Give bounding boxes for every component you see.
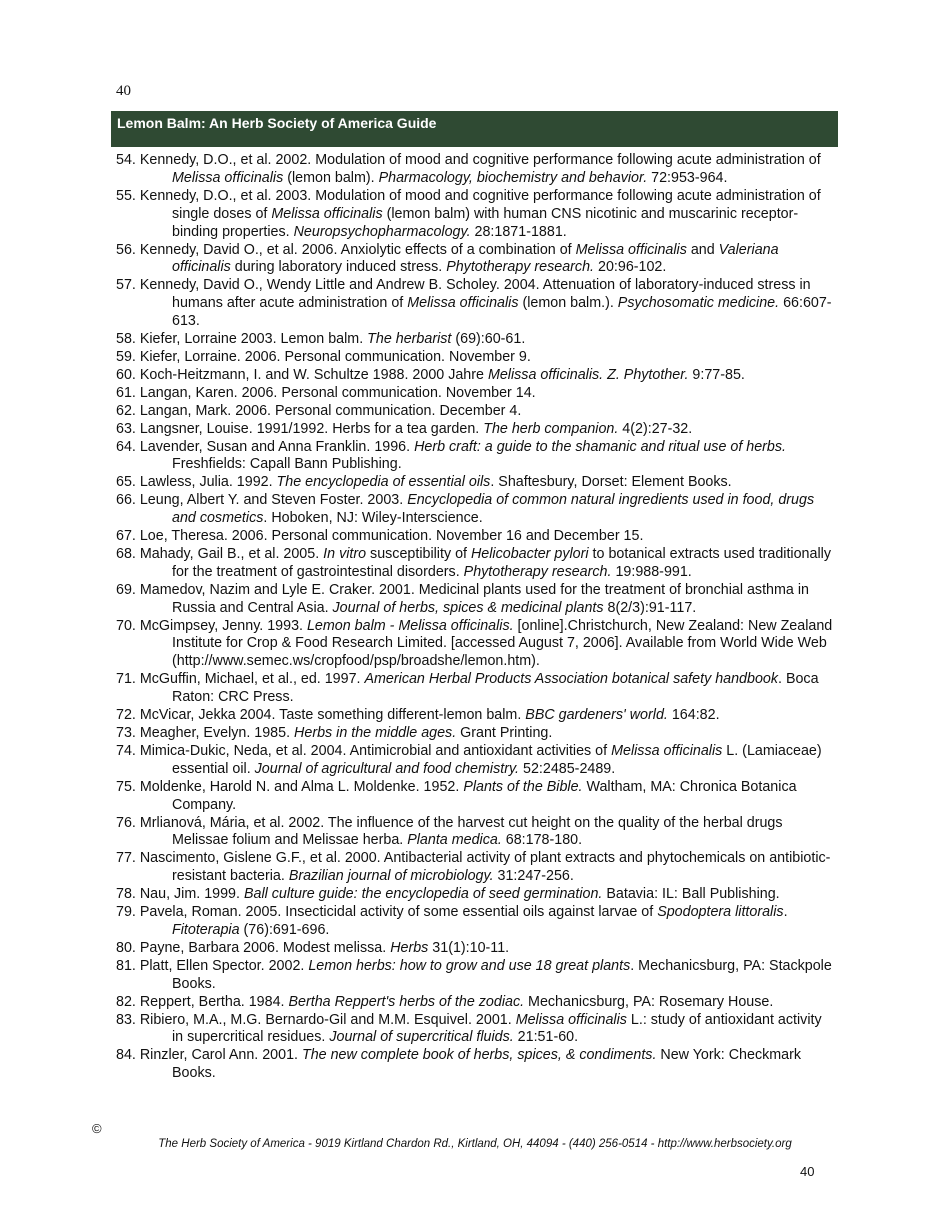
reference-italic-text: In vitro [323, 545, 367, 562]
reference-text: 62. Langan, Mark. 2006. Personal communication. December 4. [116, 402, 522, 419]
reference-italic-text: Journal of herbs, spices & medicinal plants [332, 599, 604, 616]
header-bar [111, 111, 838, 147]
reference-text: . Boca Raton: CRC Press. [172, 671, 819, 706]
reference-text: 83. Ribiero, M.A., M.G. Bernardo-Gil and M.M. Esquivel. 2001. [116, 1011, 516, 1028]
reference-text: 58. Kiefer, Lorraine 2003. Lemon balm. [116, 331, 368, 348]
bottom-page-number: 40 [800, 1164, 815, 1179]
reference-text: 79. Pavela, Roman. 2005. Insecticidal activity of some essential oils against larvae of [116, 904, 658, 921]
reference-text: [online].Christchurch, New Zealand: New Zealand Institute for Crop & Food Research Limited. [accessed August 7, 2006]. Available from World Wide Web (http://www.semec.ws/cropfood/psp/broadshe/lemon.htm). [172, 617, 833, 670]
reference-text: 52:2485-2489. [519, 760, 616, 777]
header-title: Lemon Balm: An Herb Society of America Guide [117, 115, 437, 131]
reference-italic-text: Lemon balm - Melissa officinalis. [306, 617, 514, 634]
reference-text: 20:96-102. [594, 259, 667, 276]
reference-text: 19:988-991. [611, 563, 692, 580]
reference-italic-text: Melissa officinalis [515, 1011, 627, 1028]
reference-item [116, 277, 836, 331]
reference-italic-text: BBC gardeners' world. [525, 707, 668, 724]
reference-item [116, 367, 836, 385]
reference-item [116, 385, 836, 403]
reference-italic-text: Melissa officinalis [172, 169, 284, 186]
reference-text: 69. Mamedov, Nazim and Lyle E. Craker. 2001. Medicinal plants used for the treatment of bronchial asthma in Russia and Central Asia. [116, 581, 809, 616]
reference-text: (69):60-61. [451, 331, 526, 348]
reference-text: 60. Koch-Heitzmann, I. and W. Schultze 1988. 2000 Jahre [116, 366, 488, 383]
reference-italic-text: Encyclopedia of common natural ingredients used in food, drugs and cosmetics [172, 492, 815, 527]
reference-text: to botanical extracts used traditionally for the treatment of gastrointestinal disorders. [172, 545, 831, 580]
reference-text: 66. Leung, Albert Y. and Steven Foster. 2003. [116, 492, 408, 509]
reference-text: 164:82. [667, 707, 720, 724]
reference-text: 72:953-964. [647, 169, 728, 186]
reference-text: L.: study of antioxidant activity in supercritical residues. [172, 1011, 822, 1046]
reference-italic-text: Spodoptera littoralis [657, 904, 784, 921]
reference-text: (lemon balm). [283, 169, 379, 186]
reference-item [116, 582, 836, 618]
reference-text: 54. Kennedy, D.O., et al. 2002. Modulation of mood and cognitive performance following acute administration of [116, 152, 821, 168]
reference-text: 8(2/3):91-117. [603, 599, 697, 616]
reference-text: 84. Rinzler, Carol Ann. 2001. [116, 1047, 302, 1064]
reference-text: 64. Lavender, Susan and Anna Franklin. 1996. [116, 438, 415, 455]
reference-italic-text: Valeriana officinalis [172, 241, 779, 276]
reference-item [116, 242, 836, 278]
reference-text: Grant Printing. [456, 725, 553, 741]
reference-item [116, 331, 836, 349]
reference-italic-text: Phytotherapy research. [463, 563, 612, 580]
reference-text: 67. Loe, Theresa. 2006. Personal communication. November 16 and December 15. [116, 528, 644, 545]
reference-item [116, 188, 836, 242]
reference-italic-text: Plants of the Bible. [463, 778, 583, 795]
reference-text: 65. Lawless, Julia. 1992. [116, 474, 277, 491]
reference-text: 72. McVicar, Jekka 2004. Taste something different-lemon balm. [116, 707, 526, 724]
reference-item [116, 474, 836, 492]
reference-text: Mechanicsburg, PA: Rosemary House. [524, 993, 774, 1010]
reference-item [116, 815, 836, 851]
reference-text: 74. Mimica-Dukic, Neda, et al. 2004. Antimicrobial and antioxidant activities of [116, 742, 612, 759]
reference-text: 77. Nascimento, Gislene G.F., et al. 2000. Antibacterial activity of plant extracts and phytochemicals on antibiotic-resistant bacteria. [116, 850, 831, 885]
reference-italic-text: Pharmacology, biochemistry and behavior. [378, 169, 648, 186]
reference-italic-text: Fitoterapia [172, 921, 240, 938]
reference-item [116, 850, 836, 886]
reference-italic-text: Herbs in the middle ages. [294, 725, 457, 741]
reference-text: Freshfields: Capall Bann Publishing. [172, 456, 402, 473]
reference-italic-text: The herbarist [367, 331, 452, 348]
reference-italic-text: Psychosomatic medicine. [617, 295, 780, 312]
reference-text: 9:77-85. [688, 366, 745, 383]
reference-item [116, 671, 836, 707]
reference-text: L. (Lamiaceae) essential oil. [172, 742, 822, 777]
reference-text: 61. Langan, Karen. 2006. Personal communication. November 14. [116, 384, 536, 401]
reference-text: 81. Platt, Ellen Spector. 2002. [116, 957, 309, 974]
reference-text: 75. Moldenke, Harold N. and Alma L. Moldenke. 1952. [116, 778, 464, 795]
reference-text: New York: Checkmark Books. [172, 1047, 802, 1082]
reference-text: 68:178-180. [501, 832, 583, 849]
reference-text: 76. Mrlianová, Mária, et al. 2002. The influence of the harvest cut height on the quality of the herbal drugs Melissae folium and Melissae herba. [116, 814, 783, 849]
reference-italic-text: American Herbal Products Association botanical safety handbook [364, 671, 778, 688]
reference-italic-text: Herb craft: a guide to the shamanic and ritual use of herbs. [414, 438, 787, 455]
reference-italic-text: Journal of agricultural and food chemistry. [254, 760, 520, 777]
reference-text: . Mechanicsburg, PA: Stackpole Books. [172, 957, 832, 992]
reference-italic-text: Melissa officinalis [575, 241, 687, 258]
reference-italic-text: Planta medica. [407, 832, 502, 849]
reference-item [116, 1012, 836, 1048]
reference-item [116, 546, 836, 582]
reference-item [116, 725, 836, 743]
reference-italic-text: Ball culture guide: the encyclopedia of seed germination. [243, 886, 603, 903]
reference-text: 70. McGimpsey, Jenny. 1993. [116, 617, 307, 634]
reference-italic-text: Lemon herbs: how to grow and use 18 great plants [308, 957, 631, 974]
reference-text: 21:51-60. [513, 1029, 579, 1046]
reference-item [116, 152, 836, 188]
reference-italic-text: Neuropsychopharmacology. [293, 223, 471, 240]
copyright-symbol: © [92, 1121, 102, 1136]
reference-italic-text: Melissa officinalis [407, 295, 519, 312]
reference-text: 4(2):27-32. [618, 420, 693, 437]
reference-italic-text: The encyclopedia of essential oils [276, 474, 491, 491]
reference-item [116, 618, 836, 672]
reference-item [116, 743, 836, 779]
reference-italic-text: Phytotherapy research. [446, 259, 595, 276]
reference-item [116, 886, 836, 904]
reference-item [116, 1047, 836, 1083]
reference-text: 78. Nau, Jim. 1999. [116, 886, 244, 903]
reference-text: (76):691-696. [239, 921, 330, 938]
reference-item [116, 707, 836, 725]
reference-italic-text: The new complete book of herbs, spices, & condiments. [301, 1047, 657, 1064]
reference-item [116, 403, 836, 421]
reference-text: . Shaftesbury, Dorset: Element Books. [490, 474, 732, 491]
reference-text: 59. Kiefer, Lorraine. 2006. Personal communication. November 9. [116, 348, 531, 365]
reference-item [116, 779, 836, 815]
reference-text: 57. Kennedy, David O., Wendy Little and Andrew B. Scholey. 2004. Attenuation of laboratory-induced stress in humans after acute administration of [116, 277, 811, 312]
reference-text: during laboratory induced stress. [230, 259, 447, 276]
reference-item [116, 940, 836, 958]
reference-item [116, 421, 836, 439]
reference-italic-text: Brazilian journal of microbiology. [288, 868, 494, 885]
reference-text: . [783, 904, 788, 921]
reference-text: Waltham, MA: Chronica Botanica Company. [172, 778, 797, 813]
reference-italic-text: Bertha Reppert's herbs of the zodiac. [288, 993, 525, 1010]
reference-text: 82. Reppert, Bertha. 1984. [116, 993, 289, 1010]
reference-italic-text: Melissa officinalis [271, 205, 383, 222]
reference-text: 55. Kennedy, D.O., et al. 2003. Modulation of mood and cognitive performance following acute administration of single doses of [116, 187, 821, 222]
footer-address: The Herb Society of America - 9019 Kirtland Chardon Rd., Kirtland, OH, 44094 - (440) 256-0514 - http://www.herbsociety.org [158, 1138, 792, 1150]
reference-italic-text: Melissa officinalis [611, 742, 723, 759]
reference-text: 28:1871-1881. [470, 223, 567, 240]
reference-list [116, 152, 836, 1083]
reference-italic-text: Melissa officinalis. Z. Phytother. [487, 366, 689, 383]
reference-text: (lemon balm) with human CNS nicotinic and muscarinic receptor-binding properties. [172, 205, 799, 240]
reference-italic-text: Herbs [390, 939, 429, 956]
reference-text: Batavia: IL: Ball Publishing. [602, 886, 780, 903]
reference-item [116, 958, 836, 994]
reference-item [116, 904, 836, 940]
reference-item [116, 349, 836, 367]
reference-text: 71. McGuffin, Michael, et al., ed. 1997. [116, 671, 365, 688]
reference-italic-text: Journal of supercritical fluids. [329, 1029, 514, 1046]
reference-text: and [686, 241, 719, 258]
reference-text: 73. Meagher, Evelyn. 1985. [116, 725, 295, 741]
reference-item [116, 528, 836, 546]
reference-text: susceptibility of [366, 545, 471, 562]
reference-text: 31(1):10-11. [428, 939, 510, 956]
reference-text: (lemon balm.). [518, 295, 618, 312]
reference-text: 66:607-613. [172, 295, 832, 330]
reference-text: 56. Kennedy, David O., et al. 2006. Anxiolytic effects of a combination of [116, 241, 576, 258]
reference-italic-text: The herb companion. [483, 420, 619, 437]
reference-item [116, 439, 836, 475]
reference-text: 63. Langsner, Louise. 1991/1992. Herbs for a tea garden. [116, 420, 484, 437]
top-page-number: 40 [116, 83, 131, 99]
reference-italic-text: Helicobacter pylori [470, 545, 589, 562]
reference-text: 31:247-256. [493, 868, 574, 885]
reference-text: 80. Payne, Barbara 2006. Modest melissa. [116, 939, 391, 956]
reference-item [116, 492, 836, 528]
reference-text: 68. Mahady, Gail B., et al. 2005. [116, 545, 324, 562]
reference-text: . Hoboken, NJ: Wiley-Interscience. [263, 510, 483, 527]
reference-item [116, 994, 836, 1012]
